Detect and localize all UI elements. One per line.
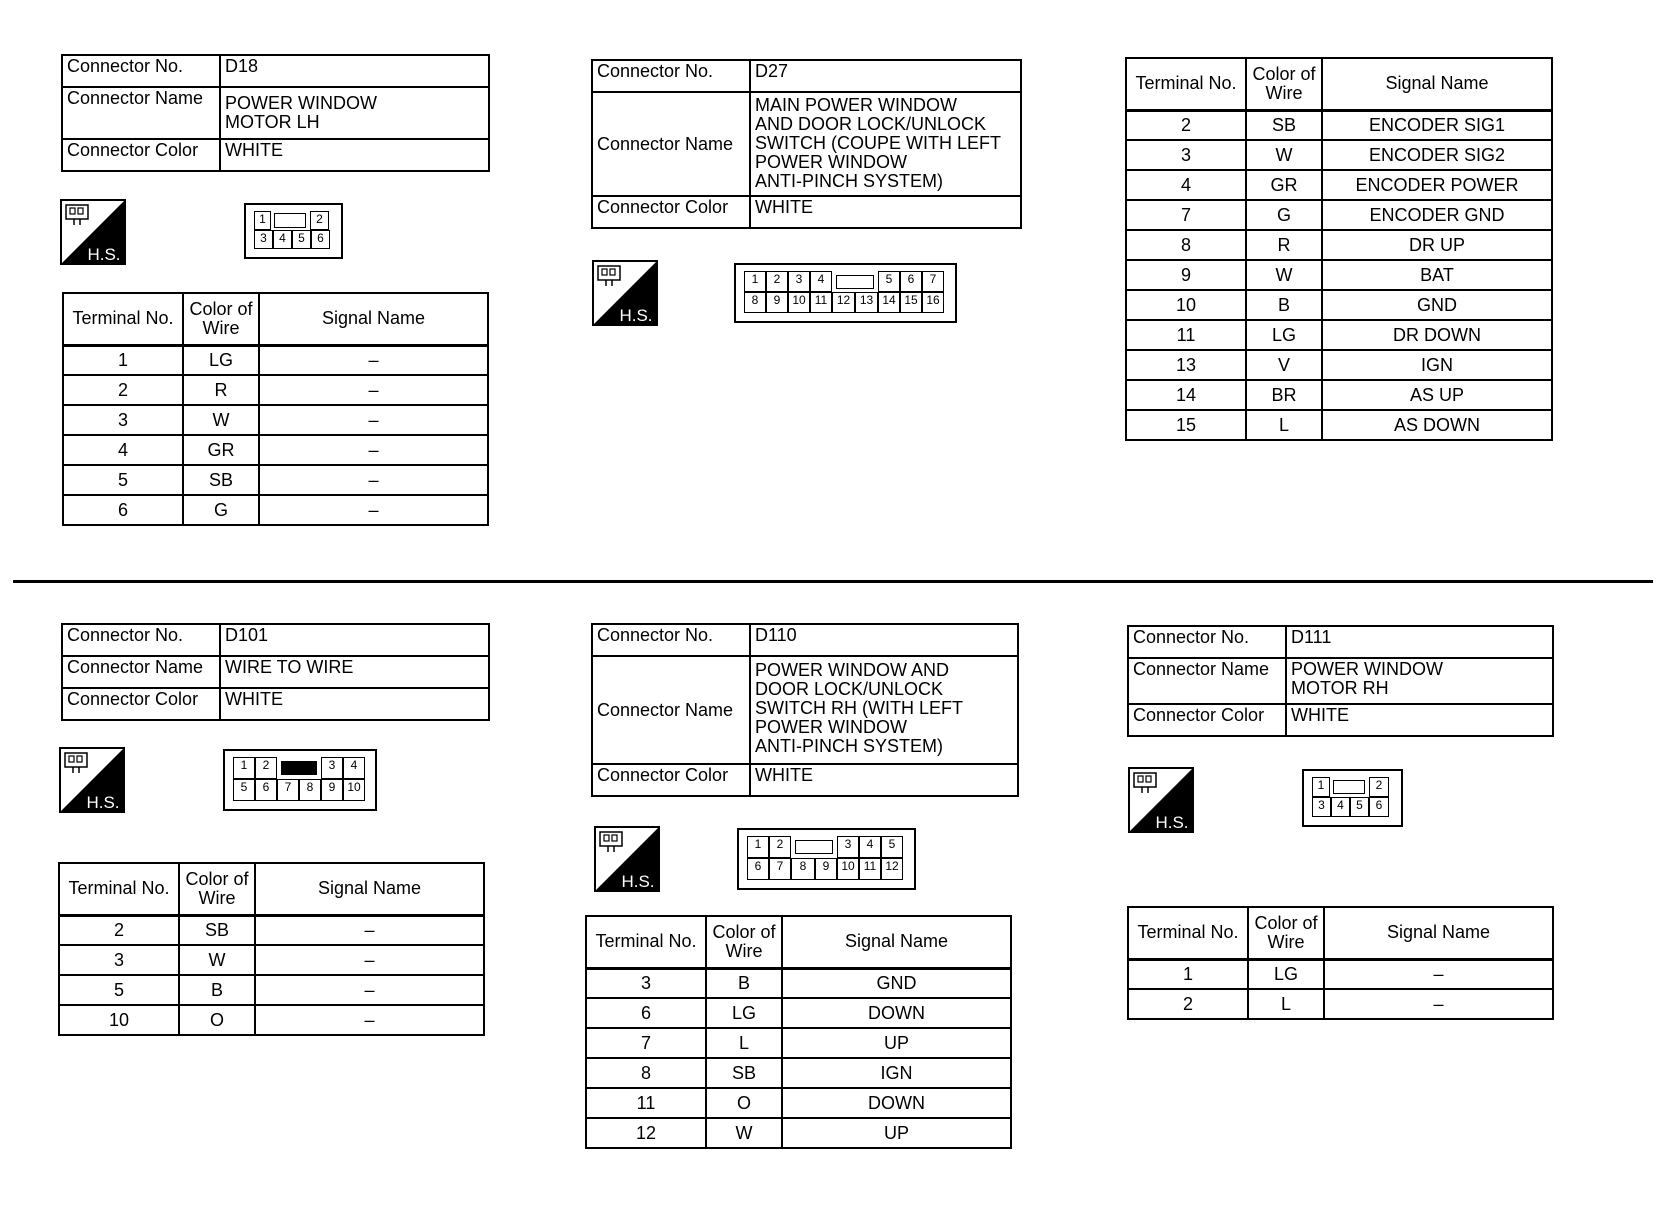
table-row — [59, 915, 484, 945]
table-cell: 2 — [1126, 110, 1246, 140]
connector-no-label: Connector No. — [62, 624, 220, 656]
color-of-wire-header: Color of Wire — [179, 863, 255, 915]
table-cell: ENCODER GND — [1322, 200, 1552, 230]
pin: 10 — [837, 858, 859, 880]
table-cell: GND — [782, 968, 1011, 998]
connector-color-value: WHITE — [220, 139, 489, 171]
table-cell: R — [1246, 230, 1322, 260]
terminal-table-d27 — [1125, 57, 1553, 441]
connector-color-label: Connector Color — [62, 139, 220, 171]
pin: 7 — [277, 779, 299, 801]
connector-name-label: Connector Name — [592, 656, 750, 764]
pin: 7 — [922, 271, 944, 292]
harness-side-icon — [59, 747, 125, 813]
table-cell: 2 — [1128, 989, 1248, 1019]
table-row — [586, 998, 1011, 1028]
connector-color-label: Connector Color — [592, 764, 750, 796]
pin: 1 — [744, 271, 766, 292]
table-cell: BR — [1246, 380, 1322, 410]
table-cell: AS UP — [1322, 380, 1552, 410]
table-row — [586, 968, 1011, 998]
table-cell: 13 — [1126, 350, 1246, 380]
color-of-wire-header: Color of Wire — [706, 916, 782, 968]
table-row — [1126, 200, 1552, 230]
connector-name-line: DOOR LOCK/UNLOCK — [755, 679, 944, 699]
table-cell: 3 — [1126, 140, 1246, 170]
table-cell: UP — [782, 1118, 1011, 1148]
table-cell: 2 — [59, 915, 179, 945]
pin: 3 — [321, 757, 343, 779]
connector-key-slot — [274, 213, 306, 228]
pin: 9 — [766, 292, 788, 313]
pin: 2 — [310, 211, 329, 230]
table-row — [59, 945, 484, 975]
connector-key-slot — [795, 840, 833, 854]
table-cell: 15 — [1126, 410, 1246, 440]
table-cell: LG — [1248, 959, 1324, 989]
table-cell: V — [1246, 350, 1322, 380]
table-row — [63, 435, 488, 465]
harness-side-label: H.S. — [621, 872, 655, 891]
connector-key-slot — [1333, 780, 1365, 794]
pin: 11 — [810, 292, 832, 313]
table-cell: SB — [179, 915, 255, 945]
table-cell: 11 — [1126, 320, 1246, 350]
connector-no-label: Connector No. — [1128, 626, 1286, 658]
terminal-no-header: Terminal No. — [586, 916, 706, 968]
table-cell: – — [259, 405, 488, 435]
connector-name-line: AND DOOR LOCK/UNLOCK — [755, 114, 987, 134]
harness-side-label: H.S. — [619, 306, 653, 325]
pin: 5 — [292, 230, 311, 249]
connector-name-line: POWER WINDOW — [755, 152, 907, 172]
table-cell: 3 — [586, 968, 706, 998]
table-cell: 1 — [1128, 959, 1248, 989]
table-cell: B — [1246, 290, 1322, 320]
harness-side-label: H.S. — [1155, 813, 1189, 832]
connector-name-line: POWER WINDOW — [1291, 659, 1443, 679]
connector-name-label: Connector Name — [1128, 658, 1286, 704]
connector-no-label: Connector No. — [62, 55, 220, 87]
table-row — [1126, 290, 1552, 320]
connector-name-line: MOTOR LH — [225, 112, 320, 132]
pin: 1 — [233, 757, 255, 779]
table-row — [63, 465, 488, 495]
connector-color-label: Connector Color — [62, 688, 220, 720]
table-cell: DR UP — [1322, 230, 1552, 260]
connector-key-slot — [836, 275, 874, 289]
connector-name-value: WIRE TO WIRE — [220, 656, 489, 688]
connector-info-d27 — [591, 59, 1022, 229]
table-cell: LG — [183, 345, 259, 375]
connector-name-line: POWER WINDOW AND — [755, 660, 949, 680]
pin: 1 — [1312, 777, 1330, 797]
table-row — [59, 975, 484, 1005]
pin: 2 — [1369, 777, 1389, 797]
table-cell: DOWN — [782, 1088, 1011, 1118]
connector-info-d110 — [591, 623, 1019, 797]
terminal-no-header: Terminal No. — [1126, 58, 1246, 110]
table-row — [63, 375, 488, 405]
table-row — [63, 345, 488, 375]
connector-face-d18 — [244, 203, 343, 259]
table-cell: 5 — [63, 465, 183, 495]
connector-no-value: D111 — [1286, 626, 1553, 658]
pin: 10 — [343, 779, 365, 801]
table-cell: 1 — [63, 345, 183, 375]
pin: 1 — [254, 211, 271, 230]
table-cell: LG — [706, 998, 782, 1028]
table-cell: – — [255, 1005, 484, 1035]
table-row — [63, 495, 488, 525]
signal-name-header: Signal Name — [1324, 907, 1553, 959]
table-cell: DOWN — [782, 998, 1011, 1028]
pin: 12 — [881, 858, 903, 880]
table-cell: 14 — [1126, 380, 1246, 410]
table-cell: BAT — [1322, 260, 1552, 290]
terminal-no-header: Terminal No. — [63, 293, 183, 345]
pin: 11 — [859, 858, 881, 880]
color-of-wire-header: Color of Wire — [1246, 58, 1322, 110]
pin: 12 — [832, 292, 855, 313]
table-cell: O — [179, 1005, 255, 1035]
table-cell: LG — [1246, 320, 1322, 350]
connector-info-d111 — [1127, 625, 1554, 737]
pin: 6 — [747, 858, 769, 880]
pin: 9 — [321, 779, 343, 801]
terminal-table-d101 — [58, 862, 485, 1036]
table-row — [1128, 959, 1553, 989]
table-cell: – — [259, 465, 488, 495]
connector-face-d27 — [734, 263, 957, 323]
table-cell: IGN — [782, 1058, 1011, 1088]
connector-name-line: ANTI-PINCH SYSTEM) — [755, 171, 944, 191]
pin: 2 — [255, 757, 277, 779]
pin: 14 — [878, 292, 900, 313]
table-cell: 12 — [586, 1118, 706, 1148]
connector-name-line: SWITCH RH (WITH LEFT — [755, 698, 963, 718]
pin: 5 — [878, 271, 900, 292]
pin: 3 — [788, 271, 810, 292]
connector-name-line: POWER WINDOW — [755, 717, 907, 737]
table-cell: 7 — [586, 1028, 706, 1058]
table-row — [63, 405, 488, 435]
table-row — [586, 1058, 1011, 1088]
table-row — [1126, 350, 1552, 380]
table-cell: B — [179, 975, 255, 1005]
pin: 15 — [900, 292, 922, 313]
pin: 16 — [922, 292, 944, 313]
table-cell: ENCODER SIG1 — [1322, 110, 1552, 140]
table-cell: L — [706, 1028, 782, 1058]
pin: 5 — [233, 779, 255, 801]
connector-name-line: SWITCH (COUPE WITH LEFT — [755, 133, 1001, 153]
table-cell: DR DOWN — [1322, 320, 1552, 350]
table-row — [1126, 410, 1552, 440]
pin: 6 — [311, 230, 330, 249]
pin: 4 — [810, 271, 832, 292]
table-cell: B — [706, 968, 782, 998]
connector-info-d18 — [61, 54, 490, 172]
table-cell: O — [706, 1088, 782, 1118]
table-cell: – — [259, 435, 488, 465]
connector-name-line: MAIN POWER WINDOW — [755, 95, 957, 115]
table-cell: – — [255, 975, 484, 1005]
table-cell: – — [255, 945, 484, 975]
table-cell: – — [259, 495, 488, 525]
connector-color-label: Connector Color — [1128, 704, 1286, 736]
pin: 3 — [837, 836, 859, 858]
pin: 8 — [744, 292, 766, 313]
table-cell: SB — [1246, 110, 1322, 140]
table-cell: W — [1246, 140, 1322, 170]
table-cell: 10 — [1126, 290, 1246, 320]
table-cell: SB — [183, 465, 259, 495]
table-cell: – — [255, 915, 484, 945]
pin: 8 — [791, 858, 815, 880]
table-cell: 8 — [586, 1058, 706, 1088]
table-cell: SB — [706, 1058, 782, 1088]
pin: 7 — [769, 858, 791, 880]
table-cell: 4 — [1126, 170, 1246, 200]
connector-color-label: Connector Color — [592, 196, 750, 228]
connector-color-value: WHITE — [1286, 704, 1553, 736]
pin: 4 — [859, 836, 881, 858]
table-row — [1126, 380, 1552, 410]
table-cell: 3 — [63, 405, 183, 435]
harness-side-icon — [1128, 767, 1194, 833]
pin: 4 — [1331, 797, 1350, 817]
table-cell: UP — [782, 1028, 1011, 1058]
pin: 6 — [255, 779, 277, 801]
table-row — [586, 1088, 1011, 1118]
table-cell: – — [1324, 989, 1553, 1019]
connector-name-label: Connector Name — [592, 92, 750, 196]
connector-no-value: D18 — [220, 55, 489, 87]
table-cell: W — [183, 405, 259, 435]
signal-name-header: Signal Name — [782, 916, 1011, 968]
pin: 1 — [747, 836, 769, 858]
pin: 6 — [900, 271, 922, 292]
table-cell: IGN — [1322, 350, 1552, 380]
table-cell: GR — [183, 435, 259, 465]
table-row — [1126, 170, 1552, 200]
table-cell: – — [1324, 959, 1553, 989]
pin: 13 — [855, 292, 878, 313]
connector-name-label: Connector Name — [62, 87, 220, 139]
table-cell: 5 — [59, 975, 179, 1005]
harness-side-icon — [594, 826, 660, 892]
color-of-wire-header: Color of Wire — [183, 293, 259, 345]
pin: 9 — [815, 858, 837, 880]
pin: 4 — [273, 230, 292, 249]
table-cell: W — [179, 945, 255, 975]
table-cell: GR — [1246, 170, 1322, 200]
pin: 4 — [343, 757, 365, 779]
connector-no-value: D101 — [220, 624, 489, 656]
table-cell: ENCODER SIG2 — [1322, 140, 1552, 170]
connector-no-label: Connector No. — [592, 624, 750, 656]
connector-no-label: Connector No. — [592, 60, 750, 92]
table-cell: 4 — [63, 435, 183, 465]
table-cell: 2 — [63, 375, 183, 405]
harness-side-icon — [592, 260, 658, 326]
table-cell: 6 — [63, 495, 183, 525]
terminal-no-header: Terminal No. — [1128, 907, 1248, 959]
connector-no-value: D110 — [750, 624, 1018, 656]
signal-name-header: Signal Name — [259, 293, 488, 345]
color-of-wire-header: Color of Wire — [1248, 907, 1324, 959]
connector-name-label: Connector Name — [62, 656, 220, 688]
pin: 6 — [1369, 797, 1389, 817]
connector-no-value: D27 — [750, 60, 1021, 92]
table-cell: L — [1248, 989, 1324, 1019]
table-cell: AS DOWN — [1322, 410, 1552, 440]
pin: 3 — [1312, 797, 1331, 817]
signal-name-header: Signal Name — [1322, 58, 1552, 110]
table-cell: ENCODER POWER — [1322, 170, 1552, 200]
signal-name-header: Signal Name — [255, 863, 484, 915]
connector-color-value: WHITE — [750, 196, 1021, 228]
table-row — [59, 1005, 484, 1035]
table-cell: W — [706, 1118, 782, 1148]
section-divider — [13, 580, 1653, 583]
table-row — [1128, 989, 1553, 1019]
pin: 3 — [254, 230, 273, 249]
pin: 2 — [766, 271, 788, 292]
table-row — [1126, 110, 1552, 140]
connector-name-line: POWER WINDOW — [225, 93, 377, 113]
harness-side-icon — [60, 199, 126, 265]
connector-face-d101 — [223, 749, 377, 811]
terminal-table-d18 — [62, 292, 489, 526]
connector-face-d111 — [1302, 769, 1403, 827]
table-row — [1126, 260, 1552, 290]
table-cell: – — [259, 375, 488, 405]
table-cell: G — [1246, 200, 1322, 230]
table-cell: 6 — [586, 998, 706, 1028]
table-cell: 7 — [1126, 200, 1246, 230]
terminal-table-d111 — [1127, 906, 1554, 1020]
table-cell: R — [183, 375, 259, 405]
table-row — [1126, 230, 1552, 260]
table-cell: W — [1246, 260, 1322, 290]
connector-info-d101 — [61, 623, 490, 721]
connector-key-slot — [281, 761, 317, 775]
table-cell: 11 — [586, 1088, 706, 1118]
table-row — [586, 1118, 1011, 1148]
table-cell: 3 — [59, 945, 179, 975]
terminal-table-d110 — [585, 915, 1012, 1149]
table-cell: 8 — [1126, 230, 1246, 260]
pin: 2 — [769, 836, 791, 858]
table-cell: G — [183, 495, 259, 525]
harness-side-label: H.S. — [86, 793, 120, 812]
connector-face-d110 — [737, 828, 916, 890]
harness-side-label: H.S. — [87, 245, 121, 264]
pin: 10 — [788, 292, 810, 313]
connector-color-value: WHITE — [750, 764, 1018, 796]
table-row — [586, 1028, 1011, 1058]
terminal-no-header: Terminal No. — [59, 863, 179, 915]
pin: 5 — [1350, 797, 1369, 817]
table-row — [1126, 320, 1552, 350]
table-cell: 9 — [1126, 260, 1246, 290]
pin: 8 — [299, 779, 321, 801]
table-row — [1126, 140, 1552, 170]
pin: 5 — [881, 836, 903, 858]
table-cell: GND — [1322, 290, 1552, 320]
table-cell: 10 — [59, 1005, 179, 1035]
table-cell: – — [259, 345, 488, 375]
connector-name-line: MOTOR RH — [1291, 678, 1389, 698]
connector-color-value: WHITE — [220, 688, 489, 720]
connector-name-line: ANTI-PINCH SYSTEM) — [755, 736, 944, 756]
table-cell: L — [1246, 410, 1322, 440]
